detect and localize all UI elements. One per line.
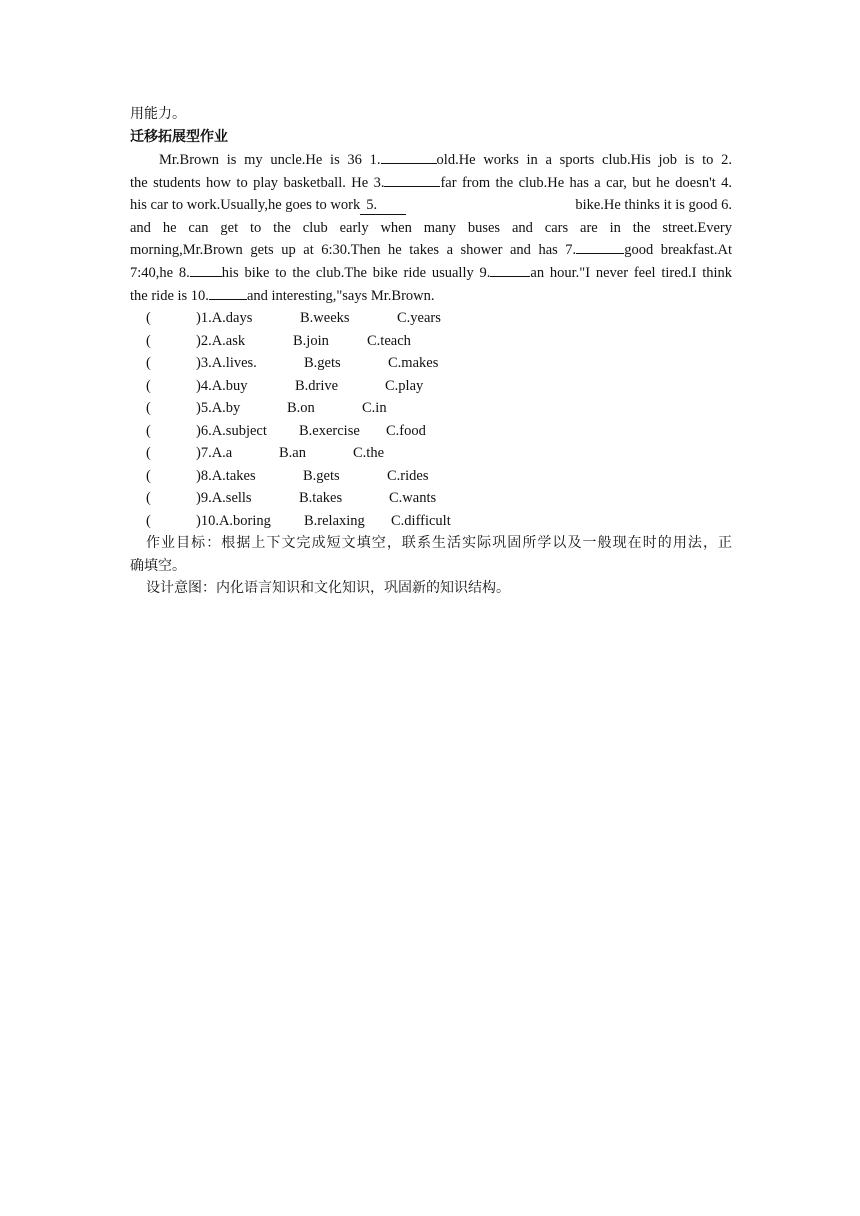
- passage-line-2: [130, 172, 732, 195]
- option-c: C.teach: [367, 333, 411, 349]
- answer-paren: (: [146, 378, 151, 394]
- question-row: [0, 510, 860, 532]
- answer-paren: (: [146, 423, 151, 439]
- question-row: [0, 442, 860, 464]
- answer-paren: (: [146, 355, 151, 371]
- blank-5-number: 5.: [366, 197, 378, 213]
- passage-text: and interesting,"says Mr.Brown.: [246, 288, 435, 304]
- option-a: )8.A.takes: [196, 468, 256, 484]
- passage-line-5: [130, 239, 732, 262]
- option-b: B.on: [287, 400, 315, 416]
- answer-paren: (: [146, 490, 151, 506]
- passage-text: morning,Mr.Brown gets up at 6:30.Then he takes a shower and has 7.: [130, 242, 577, 258]
- passage-text: his bike to the club.The bike ride usually 9.: [221, 265, 491, 281]
- section-title: 迁移拓展型作业: [130, 129, 228, 145]
- question-row: [0, 420, 860, 442]
- option-c: C.food: [386, 423, 426, 439]
- option-b: B.gets: [303, 468, 340, 484]
- passage-text: his car to work.Usually,he goes to work: [130, 197, 361, 213]
- option-a: )5.A.by: [196, 400, 241, 416]
- passage-line-3: [130, 194, 732, 217]
- passage-text: far from the club.He has a car, but he doesn't 4.: [440, 175, 732, 191]
- option-c: C.years: [397, 310, 441, 326]
- option-b: B.join: [293, 333, 329, 349]
- option-c: C.rides: [387, 468, 429, 484]
- passage-text: Mr.Brown is my uncle.He is 36 1.: [159, 152, 381, 168]
- option-a: )7.A.a: [196, 445, 233, 461]
- question-row: [0, 465, 860, 487]
- blank-3: [384, 186, 440, 187]
- option-c: C.in: [362, 400, 387, 416]
- answer-paren: (: [146, 310, 151, 326]
- option-a: )6.A.subject: [196, 423, 267, 439]
- passage-text: bike.He thinks it is good 6.: [575, 197, 732, 213]
- option-b: B.drive: [295, 378, 339, 394]
- option-a: )10.A.boring: [196, 513, 271, 529]
- question-row: [0, 397, 860, 419]
- passage-line-4: and he can get to the club early when many buses and cars are in the street.Every: [130, 220, 732, 236]
- option-a: )3.A.lives.: [196, 355, 257, 371]
- option-c: C.difficult: [391, 513, 451, 529]
- goal-line-2: 确填空。: [130, 558, 186, 574]
- option-b: B.takes: [299, 490, 343, 506]
- passage-text: the students how to play basketball. He 3.: [130, 175, 385, 191]
- goal-line-1: 作业目标：根据上下文完成短文填空，联系生活实际巩固所学以及一般现在时的用法，正: [146, 535, 732, 551]
- option-b: B.an: [279, 445, 306, 461]
- design-intent: 设计意图：内化语言知识和文化知识，巩固新的知识结构。: [146, 580, 510, 596]
- question-row: [0, 307, 860, 329]
- option-b: B.exercise: [299, 423, 360, 439]
- blank-7: [576, 253, 624, 254]
- answer-paren: (: [146, 468, 151, 484]
- answer-paren: (: [146, 400, 151, 416]
- blank-8: [190, 276, 222, 277]
- option-a: )2.A.ask: [196, 333, 246, 349]
- blank-5: [360, 197, 406, 215]
- option-c: C.play: [385, 378, 424, 394]
- option-b: B.weeks: [300, 310, 350, 326]
- question-row: [0, 352, 860, 374]
- passage-line-7: [130, 285, 732, 308]
- option-a: )1.A.days: [196, 310, 253, 326]
- blank-9: [490, 276, 530, 277]
- option-b: B.gets: [304, 355, 341, 371]
- option-b: B.relaxing: [304, 513, 365, 529]
- answer-paren: (: [146, 445, 151, 461]
- option-c: C.the: [353, 445, 385, 461]
- passage-text: the ride is 10.: [130, 288, 209, 304]
- blank-1: [381, 163, 437, 164]
- passage-text: good breakfast.At: [624, 242, 732, 258]
- passage-text: an hour."I never feel tired.I think: [530, 265, 732, 281]
- passage-text: old.He works in a sports club.His job is to 2.: [436, 152, 732, 168]
- blank-10: [209, 299, 247, 300]
- question-row: [0, 330, 860, 352]
- answer-paren: (: [146, 513, 151, 529]
- header-fragment: 用能力。: [130, 106, 186, 122]
- question-row: [0, 375, 860, 397]
- question-row: [0, 487, 860, 509]
- passage-line-6: [130, 262, 732, 285]
- option-a: )9.A.sells: [196, 490, 252, 506]
- option-c: C.makes: [388, 355, 439, 371]
- answer-paren: (: [146, 333, 151, 349]
- passage-text: 7:40,he 8.: [130, 265, 190, 281]
- passage-line-1: [130, 149, 732, 172]
- option-a: )4.A.buy: [196, 378, 248, 394]
- option-c: C.wants: [389, 490, 437, 506]
